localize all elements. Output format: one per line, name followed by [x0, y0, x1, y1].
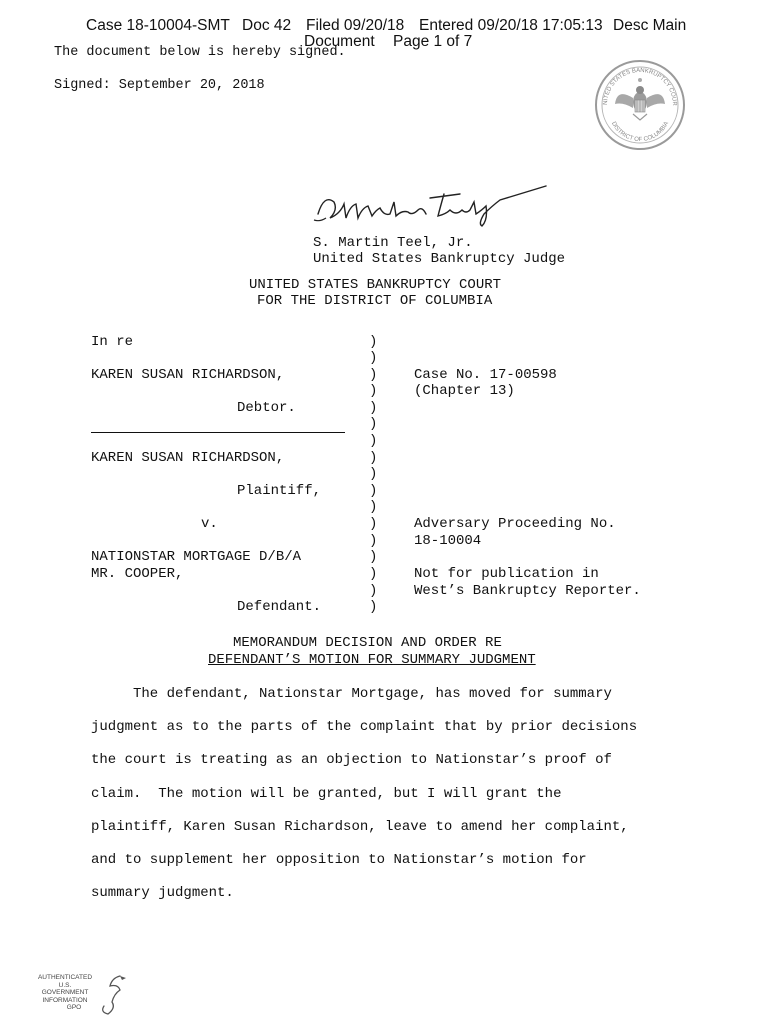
decision-title-line1: MEMORANDUM DECISION AND ORDER RE [233, 635, 502, 651]
court-name-line2: FOR THE DISTRICT OF COLUMBIA [257, 293, 493, 309]
case-number: Case No. 17-00598 [414, 367, 557, 383]
body-line: and to supplement her opposition to Nationstar’s motion for [91, 852, 587, 868]
signature-image [310, 180, 550, 230]
caption-debtor-role: Debtor. [237, 400, 296, 416]
body-line: summary judgment. [91, 885, 234, 901]
seal-top-text: NITED STATES BANKRUPTCY COUR [602, 67, 678, 106]
judge-title: United States Bankruptcy Judge [313, 251, 566, 267]
judge-name: S. Martin Teel, Jr. [313, 235, 473, 251]
caption-in-re: In re [91, 334, 134, 350]
publication-note-line1: Not for publication in [414, 566, 599, 582]
docket-number-header: Doc 42 [242, 17, 292, 34]
gpo-logo-line4: GPO [66, 1004, 82, 1011]
caption-paren: ) [369, 499, 378, 515]
filed-date-header: Filed 09/20/18 [306, 17, 405, 34]
body-line: plaintiff, Karen Susan Richardson, leave to amend her complaint, [91, 819, 629, 835]
caption-defendant-role: Defendant. [237, 599, 322, 615]
gpo-logo-line2: U.S. GOVERNMENT [41, 981, 89, 996]
case-number-header: Case 18-10004-SMT [86, 17, 230, 34]
caption-divider [91, 432, 345, 433]
body-line: The defendant, Nationstar Mortgage, has moved for summary [91, 686, 612, 702]
caption-paren: ) [369, 466, 378, 482]
signed-date: Signed: September 20, 2018 [54, 78, 265, 93]
adversary-proceeding-line2: 18-10004 [414, 533, 482, 549]
caption-paren: ) [369, 450, 378, 466]
body-line: claim. The motion will be granted, but I will grant the [91, 786, 562, 802]
signed-notice: The document below is hereby signed. [54, 45, 346, 60]
caption-paren: ) [369, 483, 378, 499]
caption-paren: ) [369, 433, 378, 449]
judge-signature [310, 180, 550, 230]
caption-paren: ) [369, 516, 378, 532]
caption-versus: v. [201, 516, 218, 532]
court-seal [593, 58, 687, 152]
caption-paren: ) [369, 549, 378, 565]
page-number-header: Page 1 of 7 [393, 33, 473, 50]
caption-paren: ) [369, 334, 378, 350]
caption-paren: ) [369, 367, 378, 383]
caption-defendant-line1: NATIONSTAR MORTGAGE D/B/A [91, 549, 302, 565]
caption-debtor-name: KAREN SUSAN RICHARDSON, [91, 367, 285, 383]
document-label-header: Document [304, 33, 375, 50]
caption-defendant-line2: MR. COOPER, [91, 566, 184, 582]
gpo-eagle-icon [90, 972, 130, 1016]
publication-note-line2: West’s Bankruptcy Reporter. [414, 583, 641, 599]
caption-plaintiff-name: KAREN SUSAN RICHARDSON, [91, 450, 285, 466]
body-line: judgment as to the parts of the complaint that by prior decisions [91, 719, 638, 735]
body-line: the court is treating as an objection to Nationstar’s proof of [91, 752, 612, 768]
caption-paren: ) [369, 583, 378, 599]
caption-paren: ) [369, 400, 378, 416]
entered-date-header: Entered 09/20/18 17:05:13 [419, 17, 603, 34]
gpo-logo-line1: AUTHENTICATED [37, 974, 93, 981]
seal-bottom-text: DISTRICT OF COLUMBIA [609, 120, 671, 144]
caption-paren: ) [369, 350, 378, 366]
caption-paren: ) [369, 416, 378, 432]
court-seal-icon [593, 58, 687, 152]
decision-title-line2: DEFENDANT’S MOTION FOR SUMMARY JUDGMENT [208, 652, 536, 668]
caption-paren: ) [369, 383, 378, 399]
caption-paren: ) [369, 533, 378, 549]
chapter: (Chapter 13) [414, 383, 515, 399]
adversary-proceeding-line1: Adversary Proceeding No. [414, 516, 616, 532]
court-name-line1: UNITED STATES BANKRUPTCY COURT [249, 277, 502, 293]
caption-plaintiff-role: Plaintiff, [237, 483, 322, 499]
caption-paren: ) [369, 566, 378, 582]
caption-paren: ) [369, 599, 378, 615]
gpo-authenticated-logo [30, 972, 130, 1016]
desc-header: Desc Main [613, 17, 687, 34]
gpo-logo-line3: INFORMATION [42, 996, 88, 1004]
